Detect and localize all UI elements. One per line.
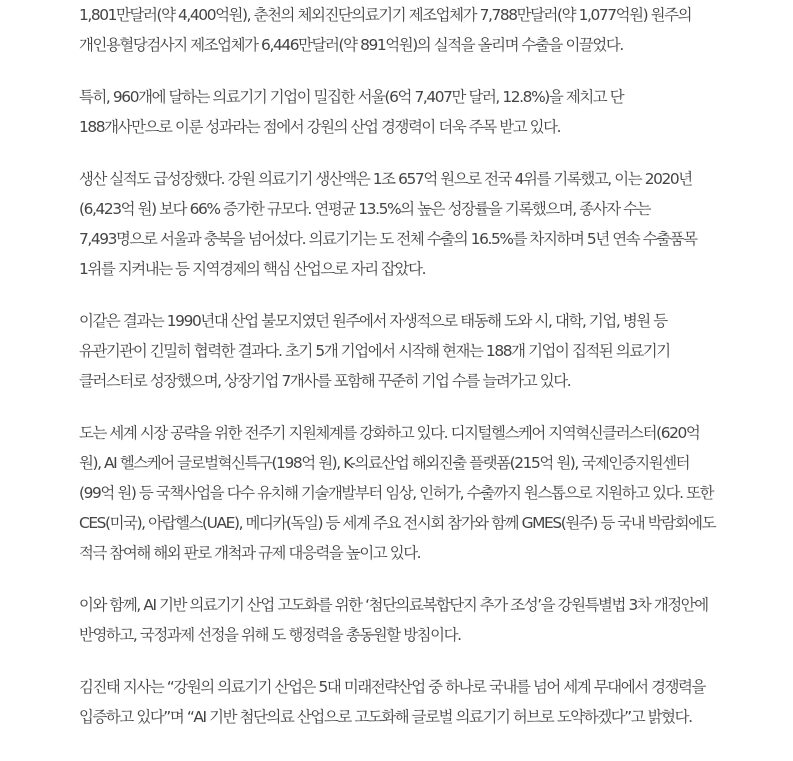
article-paragraph-7: 김진태 지사는 “강원의 의료기기 산업은 5대 미래전략산업 중 하나로 국내를 넘어 세계 무대에서 경쟁력을 입증하고 있다”며 “AI 기반 첨단의료 산업으로 고도화해 글로벌 의료기기 허브로 도약하겠다”고 밝혔다. bbox=[79, 678, 705, 726]
article-body bbox=[79, 0, 719, 754]
article-paragraph-5: 도는 세계 시장 공략을 위한 전주기 지원체계를 강화하고 있다. 디지털헬스케어 지역혁신클러스터(620억 원), AI 헬스케어 글로벌혁신특구(198억 원), K-의료산업 해외진출 플랫폼(215억 원), 국제인증지원센터(99억 원) 등 국책사업을 다수 유치해 기술개발부터 임상, 인허가, 수출까지 원스톱으로 지원하고 있다. 또한 CES(미국), 아랍헬스(UAE), 메디카(독일) 등 세계 주요 전시회 참가와 함께 GMES(원주) 등 국내 박람회에도 적극 참여해 해외 판로 개척과 규제 대응력을 높이고 있다. bbox=[79, 424, 716, 562]
article-paragraph-2: 특히, 960개에 달하는 의료기기 기업이 밀집한 서울(6억 7,407만 달러, 12.8%)을 제치고 단 188개사만으로 이룬 성과라는 점에서 강원의 산업 경쟁력이 더욱 주목 받고 있다. bbox=[79, 88, 624, 136]
article-paragraph-3: 생산 실적도 급성장했다. 강원 의료기기 생산액은 1조 657억 원으로 전국 4위를 기록했고, 이는 2020년(6,423억 원) 보다 66% 증가한 규모다. 연평균 13.5%의 높은 성장률을 기록했으며, 종사자 수는 7,493명으로 서울과 충북을 넘어섰다. 의료기기는 도 전체 수출의 16.5%를 차지하며 5년 연속 수출품목 1위를 지켜내는 등 지역경제의 핵심 산업으로 자리 잡았다. bbox=[79, 170, 697, 278]
article-paragraph-6: 이와 함께, AI 기반 의료기기 산업 고도화를 위한 ‘첨단의료복합단지 추가 조성’을 강원특별법 3차 개정안에 반영하고, 국정과제 선정을 위해 도 행정력을 총동원할 방침이다. bbox=[79, 596, 708, 644]
article-paragraph-4: 이같은 결과는 1990년대 산업 불모지였던 원주에서 자생적으로 태동해 도와 시, 대학, 기업, 병원 등 유관기관이 긴밀히 협력한 결과다. 초기 5개 기업에서 시작해 현재는 188개 기업이 집적된 의료기기 클러스터로 성장했으며, 상장기업 7개사를 포함해 꾸준히 기업 수를 늘려가고 있다. bbox=[79, 312, 670, 390]
article-paragraph-1: 1,801만달러(약 4,400억원), 춘천의 체외진단의료기기 제조업체가 7,788만달러(약 1,077억원) 원주의 개인용혈당검사지 제조업체가 6,446만달러(약 891억원)의 실적을 올리며 수출을 이끌었다. bbox=[79, 6, 692, 54]
